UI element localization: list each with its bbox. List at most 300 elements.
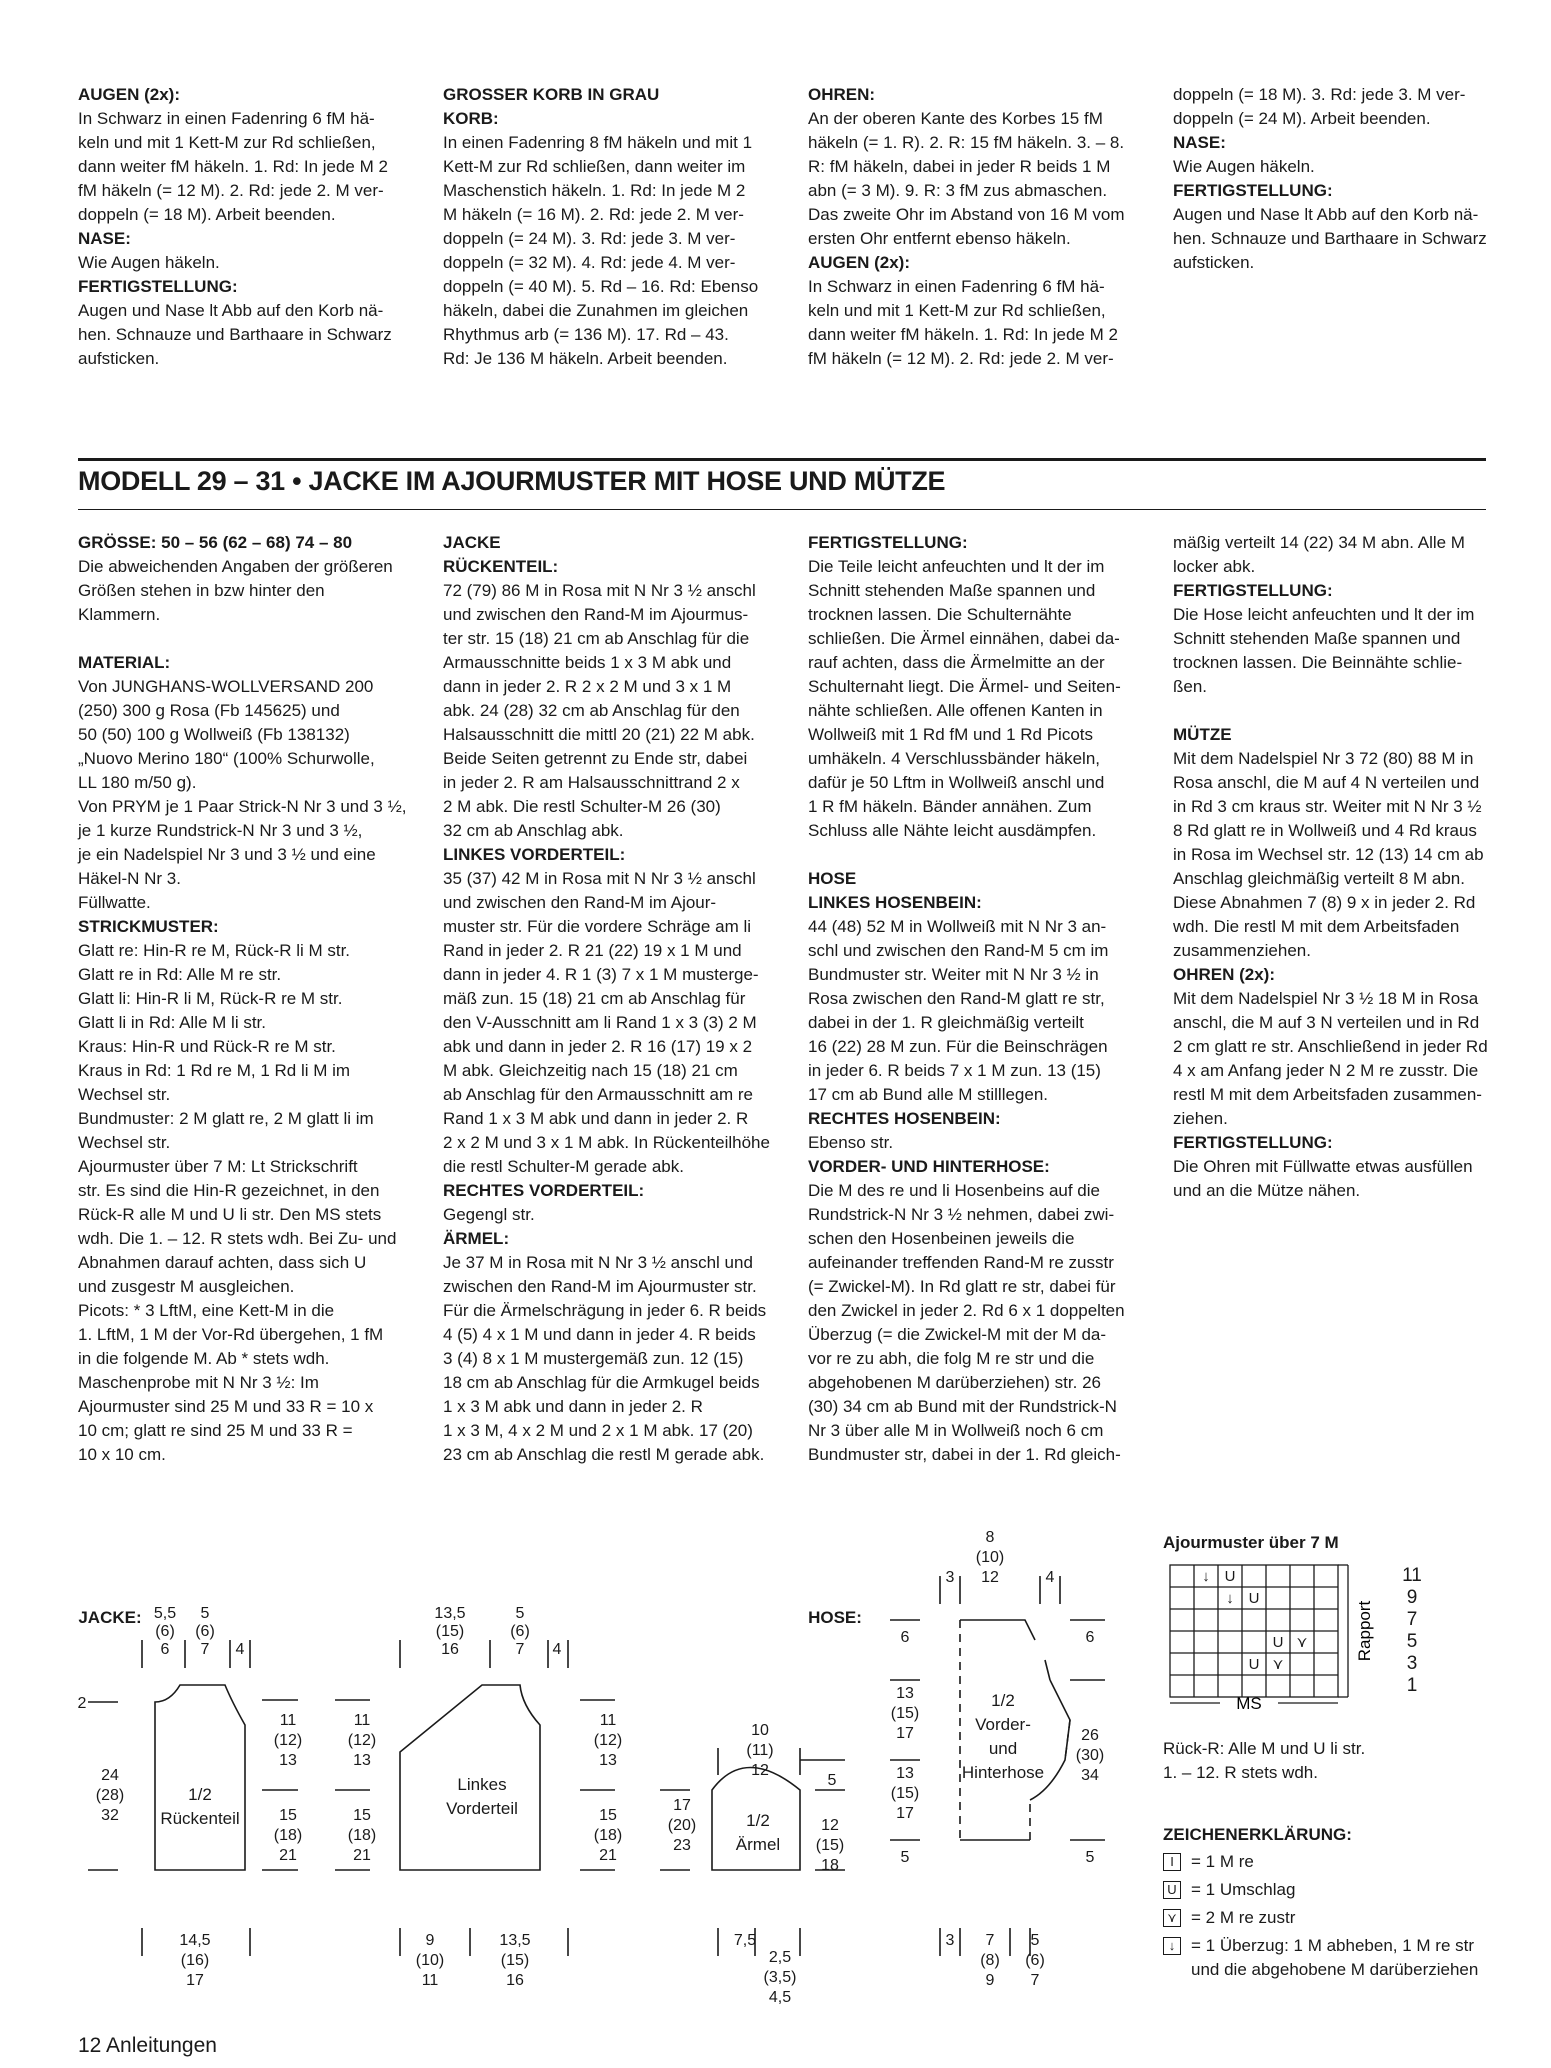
- legend-item-u: [1163, 1879, 1295, 1901]
- text-line: umhäkeln. 4 Verschlussbänder häkeln,: [808, 749, 1101, 768]
- svg-text:↓: ↓: [1226, 1590, 1234, 1607]
- text-line: 32 cm ab Anschlag abk.: [443, 821, 624, 840]
- text-line: Glatt re in Rd: Alle M re str.: [78, 965, 282, 984]
- text-line: aufsticken.: [78, 349, 160, 368]
- heading-line: JACKE: [443, 533, 501, 552]
- text-line: R: fM häkeln, dabei in jeder R beids 1 M: [808, 157, 1111, 176]
- main-column-2: [443, 531, 778, 1467]
- heading-line: LINKES HOSENBEIN:: [808, 893, 982, 912]
- text-line: Augen und Nase lt Abb auf den Korb nä-: [1173, 205, 1479, 224]
- text-line: Bundmuster str, dabei in der 1. Rd gleich-: [808, 1445, 1121, 1464]
- svg-text:32: 32: [101, 1807, 119, 1824]
- text-line: abn (= 3 M). 9. R: 3 fM zus abmaschen.: [808, 181, 1108, 200]
- svg-text:5,5: 5,5: [153, 1605, 177, 1622]
- row-1: 1: [1406, 1675, 1418, 1696]
- hose-part-label-3: und: [988, 1739, 1018, 1758]
- svg-text:11: 11: [599, 1712, 617, 1729]
- text-line: „Nuovo Merino 180“ (100% Schurwolle,: [78, 749, 375, 768]
- heading-line: GRÖSSE: 50 – 56 (62 – 68) 74 – 80: [78, 533, 353, 552]
- top-column-1: [78, 83, 413, 371]
- text-line: je 1 kurze Rundstrick-N Nr 3 und 3 ½,: [78, 821, 363, 840]
- svg-text:12: 12: [751, 1762, 769, 1779]
- vorderteil-label-1: Linkes: [457, 1775, 507, 1794]
- text-line: Anschlag gleichmäßig verteilt 8 M abn.: [1173, 869, 1465, 888]
- text-line: Häkel-N Nr 3.: [78, 869, 181, 888]
- text-line: [78, 627, 413, 651]
- text-line: 35 (37) 42 M in Rosa mit N Nr 3 ½ anschl: [443, 869, 756, 888]
- svg-text:(15): (15): [890, 1705, 920, 1722]
- svg-text:U: U: [1248, 1590, 1260, 1607]
- text-line: [808, 843, 1143, 867]
- text-line: Nr 3 über alle M in Wollweiß noch 6 cm: [808, 1421, 1104, 1440]
- svg-text:7: 7: [200, 1641, 210, 1658]
- legend-sym-k-icon: I: [1163, 1853, 1181, 1871]
- svg-text:2: 2: [77, 1695, 87, 1712]
- svg-text:13: 13: [896, 1685, 914, 1702]
- text-line: Die Teile leicht anfeuchten und lt der im: [808, 557, 1105, 576]
- legend-sym-k2tog-icon: ⋎: [1163, 1909, 1181, 1927]
- text-line: ersten Ohr entfernt ebenso häkeln.: [808, 229, 1071, 248]
- text-line: Glatt li: Hin-R li M, Rück-R re M str.: [78, 989, 343, 1008]
- text-line: rauf achten, dass die Ärmelmitte an der: [808, 653, 1105, 672]
- legend-text-u: = 1 Umschlag: [1191, 1880, 1296, 1899]
- text-line: und zusgestr M ausgleichen.: [78, 1277, 295, 1296]
- text-line: Für die Ärmelschrägung in jeder 6. R beids: [443, 1301, 767, 1320]
- svg-text:24: 24: [101, 1767, 119, 1784]
- text-line: 1 x 3 M, 4 x 2 M und 2 x 1 M abk. 17 (20): [443, 1421, 753, 1440]
- svg-text:17: 17: [896, 1805, 914, 1822]
- main-column-4: [1173, 531, 1508, 1203]
- row-3: 3: [1406, 1653, 1418, 1674]
- svg-text:U: U: [1272, 1634, 1284, 1651]
- svg-text:21: 21: [279, 1847, 297, 1864]
- svg-text:(12): (12): [347, 1732, 377, 1749]
- svg-text:7,5: 7,5: [733, 1932, 757, 1949]
- legend-item-k: [1163, 1851, 1254, 1873]
- heading-line: OHREN (2x):: [1173, 965, 1276, 984]
- text-line: dabei in der 1. R gleichmäßig verteilt: [808, 1013, 1084, 1032]
- text-line: 10 cm; glatt re sind 25 M und 33 R =: [78, 1421, 353, 1440]
- legend-item-k2tog: [1163, 1907, 1295, 1929]
- text-line: Kett-M zur Rd schließen, dann weiter im: [443, 157, 746, 176]
- svg-text:11: 11: [421, 1972, 439, 1989]
- legend-sym-u-icon: U: [1163, 1881, 1181, 1899]
- text-line: häkeln, dabei die Zunahmen im gleichen: [443, 301, 749, 320]
- text-line: 1 x 3 M abk und dann in jeder 2. R: [443, 1397, 703, 1416]
- text-line: Schnitt stehenden Maße spannen und: [808, 581, 1096, 600]
- heading-line: RECHTES HOSENBEIN:: [808, 1109, 1001, 1128]
- text-line: doppeln (= 40 M). 5. Rd – 16. Rd: Ebenso: [443, 277, 759, 296]
- text-line: in die folgende M. Ab * stets wdh.: [78, 1349, 330, 1368]
- text-line: dann in jeder 2. R 2 x 2 M und 3 x 1 M: [443, 677, 732, 696]
- svg-text:(30): (30): [1075, 1747, 1105, 1764]
- text-line: wdh. Die restl M mit dem Arbeitsfaden: [1173, 917, 1460, 936]
- text-line: (= Zwickel-M). In Rd glatt re str, dabei für: [808, 1277, 1116, 1296]
- svg-text:3: 3: [945, 1569, 955, 1586]
- text-line: Die Ohren mit Füllwatte etwas ausfüllen: [1173, 1157, 1473, 1176]
- svg-text:(8): (8): [980, 1952, 1000, 1969]
- text-line: doppeln (= 18 M). Arbeit beenden.: [78, 205, 336, 224]
- text-line: 1 R fM häkeln. Bänder annähen. Zum: [808, 797, 1092, 816]
- heading-line: MATERIAL:: [78, 653, 171, 672]
- text-line: Überzug (= die Zwickel-M mit der M da-: [808, 1325, 1107, 1344]
- text-line: und an die Mütze nähen.: [1173, 1181, 1361, 1200]
- heading-line: FERTIGSTELLUNG:: [1173, 181, 1333, 200]
- main-column-3: [808, 531, 1143, 1467]
- text-line: doppeln (= 24 M). Arbeit beenden.: [1173, 109, 1431, 128]
- text-line: Kraus in Rd: 1 Rd re M, 1 Rd li M im: [78, 1061, 351, 1080]
- text-line: und zwischen den Rand-M im Ajour-: [443, 893, 717, 912]
- ruecken-label-2: Rückenteil: [160, 1809, 240, 1828]
- text-line: 8 Rd glatt re in Wollweiß und 4 Rd kraus: [1173, 821, 1477, 840]
- svg-text:5: 5: [1085, 1849, 1095, 1866]
- text-line: Wollweiß mit 1 Rd fM und 1 Rd Picots: [808, 725, 1093, 744]
- text-line: ßen.: [1173, 677, 1208, 696]
- svg-text:17: 17: [186, 1972, 204, 1989]
- text-line: Glatt li in Rd: Alle M li str.: [78, 1013, 266, 1032]
- top-column-3: [808, 83, 1143, 371]
- svg-text:(6): (6): [155, 1623, 175, 1640]
- text-line: Ajourmuster sind 25 M und 33 R = 10 x: [78, 1397, 374, 1416]
- heading-line: GROSSER KORB IN GRAU: [443, 85, 660, 104]
- svg-text:(3,5): (3,5): [763, 1969, 797, 1986]
- text-line: str. Es sind die Hin-R gezeichnet, in den: [78, 1181, 380, 1200]
- svg-text:(6): (6): [1025, 1952, 1045, 1969]
- text-line: LL 180 m/50 g).: [78, 773, 197, 792]
- text-line: Augen und Nase lt Abb auf den Korb nä-: [78, 301, 384, 320]
- text-line: zusammenziehen.: [1173, 941, 1311, 960]
- text-line: Von PRYM je 1 Paar Strick-N Nr 3 und 3 ½,: [78, 797, 407, 816]
- svg-text:(10): (10): [975, 1549, 1005, 1566]
- text-line: ter str. 15 (18) 21 cm ab Anschlag für die: [443, 629, 750, 648]
- svg-text:13: 13: [279, 1752, 297, 1769]
- svg-text:13: 13: [896, 1765, 914, 1782]
- heading-line: RECHTES VORDERTEIL:: [443, 1181, 645, 1200]
- svg-text:10: 10: [751, 1722, 769, 1739]
- text-line: trocknen lassen. Die Schulternähte: [808, 605, 1072, 624]
- svg-text:⋎: ⋎: [1272, 1656, 1284, 1673]
- svg-text:4: 4: [552, 1641, 562, 1658]
- svg-text:(20): (20): [667, 1817, 697, 1834]
- text-line: M häkeln (= 16 M). 2. Rd: jede 2. M ver-: [443, 205, 744, 224]
- top-column-2: [443, 83, 778, 371]
- text-line: abgehobenen M darüberziehen) str. 26: [808, 1373, 1101, 1392]
- text-line: fM häkeln (= 12 M). 2. Rd: jede 2. M ver-: [78, 181, 384, 200]
- text-line: in Rosa im Wechsel str. 12 (13) 14 cm ab: [1173, 845, 1484, 864]
- text-line: doppeln (= 32 M). 4. Rd: jede 4. M ver-: [443, 253, 736, 272]
- text-line: In Schwarz in einen Fadenring 6 fM hä-: [808, 277, 1105, 296]
- text-line: doppeln (= 18 M). 3. Rd: jede 3. M ver-: [1173, 85, 1466, 104]
- heading-line: KORB:: [443, 109, 499, 128]
- svg-text:12: 12: [981, 1569, 999, 1586]
- text-line: Schluss alle Nähte leicht ausdämpfen.: [808, 821, 1097, 840]
- text-line: je ein Nadelspiel Nr 3 und 3 ½ und eine: [78, 845, 376, 864]
- text-line: Armausschnitte beids 1 x 3 M abk und: [443, 653, 732, 672]
- svg-text:4: 4: [1045, 1569, 1055, 1586]
- text-line: Mit dem Nadelspiel Nr 3 ½ 18 M in Rosa: [1173, 989, 1479, 1008]
- text-line: Schulternaht liegt. Die Ärmel- und Seiten-: [808, 677, 1121, 696]
- text-line: den V-Ausschnitt am li Rand 1 x 3 (3) 2 M: [443, 1013, 757, 1032]
- dimension-numbers: [78, 1529, 1105, 2006]
- svg-text:23: 23: [673, 1837, 691, 1854]
- svg-text:13,5: 13,5: [499, 1932, 531, 1949]
- heading-line: AUGEN (2x):: [808, 253, 911, 272]
- text-line: Von JUNGHANS-WOLLVERSAND 200: [78, 677, 374, 696]
- text-line: den Zwickel in jeder 2. Rd 6 x 1 doppelten: [808, 1301, 1125, 1320]
- text-line: Bundmuster: 2 M glatt re, 2 M glatt li im: [78, 1109, 374, 1128]
- svg-text:26: 26: [1081, 1727, 1099, 1744]
- svg-text:(10): (10): [415, 1952, 445, 1969]
- svg-text:(12): (12): [273, 1732, 303, 1749]
- section-title: [78, 466, 945, 497]
- chart-note-1: Rück-R: Alle M und U li str.: [1163, 1739, 1366, 1758]
- schematic-diagrams: [0, 1510, 1160, 2006]
- svg-text:8: 8: [985, 1529, 995, 1546]
- svg-text:13,5: 13,5: [434, 1605, 466, 1622]
- heading-line: FERTIGSTELLUNG:: [808, 533, 968, 552]
- svg-text:34: 34: [1081, 1767, 1099, 1784]
- ajour-chart: [1160, 1555, 1460, 1735]
- svg-text:5: 5: [200, 1605, 210, 1622]
- text-line: Je 37 M in Rosa mit N Nr 3 ½ anschl und: [443, 1253, 753, 1272]
- legend-item-skp: [1163, 1935, 1474, 1957]
- page-footer: [78, 2034, 217, 2058]
- text-line: abk. 24 (28) 32 cm ab Anschlag für den: [443, 701, 740, 720]
- text-line: (250) 300 g Rosa (Fb 145625) und: [78, 701, 340, 720]
- text-line: Das zweite Ohr im Abstand von 16 M vom: [808, 205, 1125, 224]
- text-line: Ebenso str.: [808, 1133, 894, 1152]
- svg-text:6: 6: [160, 1641, 170, 1658]
- text-line: Klammern.: [78, 605, 161, 624]
- ruecken-label-1: 1/2: [188, 1785, 212, 1804]
- svg-text:(18): (18): [347, 1827, 377, 1844]
- svg-text:7: 7: [985, 1932, 995, 1949]
- heading-line: NASE:: [78, 229, 131, 248]
- text-line: in jeder 2. R am Halsausschnittrand 2 x: [443, 773, 740, 792]
- svg-text:16: 16: [506, 1972, 524, 1989]
- text-line: Schnitt stehenden Maße spannen und: [1173, 629, 1461, 648]
- text-line: 1. LftM, 1 M der Vor-Rd übergehen, 1 fM: [78, 1325, 384, 1344]
- svg-text:15: 15: [279, 1807, 297, 1824]
- svg-text:17: 17: [673, 1797, 691, 1814]
- text-line: 50 (50) 100 g Wollweiß (Fb 138132): [78, 725, 350, 744]
- text-line: Rhythmus arb (= 136 M). 17. Rd – 43.: [443, 325, 729, 344]
- text-line: In einen Fadenring 8 fM häkeln und mit 1: [443, 133, 753, 152]
- text-line: locker abk.: [1173, 557, 1256, 576]
- chart-title: Ajourmuster über 7 M: [1163, 1533, 1339, 1552]
- text-line: in jeder 6. R beids 7 x 1 M zun. 13 (15): [808, 1061, 1101, 1080]
- text-line: dafür je 50 Lftm in Wollweiß anschl und: [808, 773, 1105, 792]
- text-line: dann weiter fM häkeln. 1. Rd: In jede M 2: [808, 325, 1118, 344]
- text-line: [1173, 699, 1508, 723]
- text-line: Wechsel str.: [78, 1085, 171, 1104]
- top-column-4: [1173, 83, 1508, 275]
- legend-text-skp-cont: und die abgehobene M darüberziehen: [1191, 1960, 1479, 1979]
- svg-text:5: 5: [1030, 1932, 1040, 1949]
- heading-line: AUGEN (2x):: [78, 85, 181, 104]
- svg-text:(15): (15): [435, 1623, 465, 1640]
- svg-text:⋎: ⋎: [1296, 1634, 1308, 1651]
- footer-section: Anleitungen: [106, 2034, 217, 2057]
- section-sub-rule: [78, 509, 1486, 510]
- text-line: aufeinander treffenden Rand-M re zusstr: [808, 1253, 1114, 1272]
- svg-text:(15): (15): [815, 1837, 845, 1854]
- text-line: Die abweichenden Angaben der größeren: [78, 557, 393, 576]
- hose-label: HOSE:: [808, 1608, 862, 1627]
- heading-line: NASE:: [1173, 133, 1226, 152]
- heading-line: FERTIGSTELLUNG:: [78, 277, 238, 296]
- text-line: und zwischen den Rand-M im Ajourmus-: [443, 605, 749, 624]
- svg-text:4: 4: [235, 1641, 245, 1658]
- text-line: Wie Augen häkeln.: [1173, 157, 1315, 176]
- heading-line: ÄRMEL:: [443, 1229, 510, 1248]
- svg-text:(28): (28): [95, 1787, 125, 1804]
- text-line: dann in jeder 4. R 1 (3) 7 x 1 M musterge-: [443, 965, 759, 984]
- text-line: muster str. Für die vordere Schräge am li: [443, 917, 752, 936]
- text-line: Die Hose leicht anfeuchten und lt der im: [1173, 605, 1475, 624]
- text-line: hen. Schnauze und Barthaare in Schwarz: [1173, 229, 1487, 248]
- text-line: zwischen den Rand-M im Ajourmuster str.: [443, 1277, 757, 1296]
- text-line: anschl, die M auf 3 N verteilen und in Rd: [1173, 1013, 1480, 1032]
- heading-line: OHREN:: [808, 85, 876, 104]
- text-line: Die M des re und li Hosenbeins auf die: [808, 1181, 1100, 1200]
- svg-text:4,5: 4,5: [768, 1989, 792, 2006]
- text-line: mäßig verteilt 14 (22) 34 M abn. Alle M: [1173, 533, 1465, 552]
- text-line: Halsausschnitt die mittl 20 (21) 22 M abk.: [443, 725, 755, 744]
- text-line: Abnahmen darauf achten, dass sich U: [78, 1253, 367, 1272]
- svg-text:14,5: 14,5: [179, 1932, 211, 1949]
- aermel-label-1: 1/2: [746, 1811, 770, 1830]
- svg-text:(6): (6): [195, 1623, 215, 1640]
- text-line: 17 cm ab Bund alle M stilllegen.: [808, 1085, 1049, 1104]
- heading-line: HOSE: [808, 869, 857, 888]
- text-line: Wechsel str.: [78, 1133, 171, 1152]
- svg-text:(18): (18): [273, 1827, 303, 1844]
- text-line: In Schwarz in einen Fadenring 6 fM hä-: [78, 109, 375, 128]
- text-line: nähte schließen. Alle offenen Kanten in: [808, 701, 1103, 720]
- text-line: schen den Hosenbeinen jeweils die: [808, 1229, 1075, 1248]
- legend-text-skp: = 1 Überzug: 1 M abheben, 1 M re str: [1191, 1936, 1475, 1955]
- svg-text:18: 18: [821, 1857, 839, 1874]
- text-line: 2 M abk. Die restl Schulter-M 26 (30): [443, 797, 721, 816]
- text-line: trocknen lassen. Die Beinnähte schlie-: [1173, 653, 1463, 672]
- svg-text:(16): (16): [180, 1952, 210, 1969]
- text-line: vor re zu abh, die folg M re str und die: [808, 1349, 1095, 1368]
- svg-text:9: 9: [985, 1972, 995, 1989]
- text-line: keln und mit 1 Kett-M zur Rd schließen,: [78, 133, 376, 152]
- svg-text:5: 5: [900, 1849, 910, 1866]
- text-line: Diese Abnahmen 7 (8) 9 x in jeder 2. Rd: [1173, 893, 1476, 912]
- svg-text:(15): (15): [500, 1952, 530, 1969]
- text-line: Glatt re: Hin-R re M, Rück-R li M str.: [78, 941, 351, 960]
- text-line: restl M mit dem Arbeitsfaden zusammen-: [1173, 1085, 1482, 1104]
- text-line: wdh. Die 1. – 12. R stets wdh. Bei Zu- und: [78, 1229, 397, 1248]
- text-line: abk und dann in jeder 2. R 16 (17) 19 x 2: [443, 1037, 753, 1056]
- text-line: doppeln (= 24 M). 3. Rd: jede 3. M ver-: [443, 229, 736, 248]
- hose-part-label-2: Vorder-: [975, 1715, 1031, 1734]
- legend-text-k2tog: = 2 M re zustr: [1191, 1908, 1296, 1927]
- text-line: 10 x 10 cm.: [78, 1445, 166, 1464]
- svg-text:6: 6: [1085, 1629, 1095, 1646]
- text-line: 4 x am Anfang jeder N 2 M re zusstr. Die: [1173, 1061, 1479, 1080]
- text-line: häkeln (= 1. R). 2. R: 15 fM häkeln. 3. – 8.: [808, 133, 1125, 152]
- heading-line: VORDER- UND HINTERHOSE:: [808, 1157, 1050, 1176]
- text-line: Beide Seiten getrennt zu Ende str, dabei: [443, 749, 748, 768]
- text-line: 44 (48) 52 M in Wollweiß mit N Nr 3 an-: [808, 917, 1107, 936]
- vorderteil-label-2: Vorderteil: [446, 1799, 518, 1818]
- text-line: Größen stehen in bzw hinter den: [78, 581, 325, 600]
- section-rule: [78, 458, 1486, 461]
- svg-text:↓: ↓: [1202, 1568, 1210, 1585]
- text-line: Wie Augen häkeln.: [78, 253, 220, 272]
- chart-note-2: 1. – 12. R stets wdh.: [1163, 1763, 1318, 1782]
- heading-line: FERTIGSTELLUNG:: [1173, 581, 1333, 600]
- text-line: Maschenprobe mit N Nr 3 ½: Im: [78, 1373, 319, 1392]
- text-line: (30) 34 cm ab Bund mit der Rundstrick-N: [808, 1397, 1117, 1416]
- aermel-label-2: Ärmel: [735, 1835, 781, 1854]
- text-line: hen. Schnauze und Barthaare in Schwarz: [78, 325, 392, 344]
- text-line: Rundstrick-N Nr 3 ½ nehmen, dabei zwi-: [808, 1205, 1115, 1224]
- text-line: keln und mit 1 Kett-M zur Rd schließen,: [808, 301, 1106, 320]
- text-line: Bundmuster str. Weiter mit N Nr 3 ½ in: [808, 965, 1099, 984]
- row-9: 9: [1406, 1587, 1418, 1608]
- text-line: schließen. Die Ärmel einnähen, dabei da-: [808, 629, 1120, 648]
- heading-line: STRICKMUSTER:: [78, 917, 219, 936]
- heading-line: MÜTZE: [1173, 725, 1232, 744]
- svg-text:U: U: [1248, 1656, 1260, 1673]
- text-line: Rand 1 x 3 M abk und dann in jeder 2. R: [443, 1109, 749, 1128]
- text-line: 4 (5) 4 x 1 M und dann in jeder 4. R beids: [443, 1325, 756, 1344]
- svg-text:2,5: 2,5: [768, 1949, 792, 1966]
- row-7: 7: [1406, 1609, 1418, 1630]
- text-line: fM häkeln (= 12 M). 2. Rd: jede 2. M ver-: [808, 349, 1114, 368]
- text-line: 23 cm ab Anschlag die restl M gerade abk.: [443, 1445, 765, 1464]
- text-line: Gegengl str.: [443, 1205, 535, 1224]
- svg-text:13: 13: [599, 1752, 617, 1769]
- main-column-1: [78, 531, 413, 1467]
- svg-text:21: 21: [353, 1847, 371, 1864]
- row-5: 5: [1406, 1631, 1418, 1652]
- svg-text:7: 7: [1030, 1972, 1040, 1989]
- svg-text:15: 15: [599, 1807, 617, 1824]
- text-line: ab Anschlag für den Armausschnitt am re: [443, 1085, 753, 1104]
- legend-sym-skp-icon: ↓: [1163, 1937, 1181, 1955]
- text-line: 2 x 2 M und 3 x 1 M abk. In Rückenteilhöhe: [443, 1133, 770, 1152]
- text-line: schl und zwischen den Rand-M 5 cm im: [808, 941, 1109, 960]
- legend-text-k: = 1 M re: [1191, 1852, 1254, 1871]
- text-line: 18 cm ab Anschlag für die Armkugel beids: [443, 1373, 760, 1392]
- text-line: in Rd 3 cm kraus str. Weiter mit N Nr 3 ½: [1173, 797, 1482, 816]
- page-number: 12: [78, 2034, 102, 2057]
- text-line: 2 cm glatt re str. Anschließend in jeder Rd: [1173, 1037, 1488, 1056]
- text-line: dann weiter fM häkeln. 1. Rd: In jede M 2: [78, 157, 388, 176]
- text-line: 16 (22) 28 M zun. Für die Beinschrägen: [808, 1037, 1108, 1056]
- heading-line: RÜCKENTEIL:: [443, 557, 559, 576]
- svg-text:9: 9: [425, 1932, 435, 1949]
- hose-part-label-1: 1/2: [991, 1691, 1015, 1710]
- text-line: Rosa anschl, die M auf 4 N verteilen und: [1173, 773, 1480, 792]
- text-line: mäß zun. 15 (18) 21 cm ab Anschlag für: [443, 989, 746, 1008]
- svg-text:(15): (15): [890, 1785, 920, 1802]
- jacke-label: JACKE:: [78, 1608, 142, 1627]
- text-line: aufsticken.: [1173, 253, 1255, 272]
- text-line: Rand in jeder 2. R 21 (22) 19 x 1 M und: [443, 941, 742, 960]
- svg-text:5: 5: [515, 1605, 525, 1622]
- chart-rapport: Rapport: [1355, 1600, 1374, 1662]
- svg-text:7: 7: [515, 1641, 525, 1658]
- text-line: ziehen.: [1173, 1109, 1228, 1128]
- svg-text:(6): (6): [510, 1623, 530, 1640]
